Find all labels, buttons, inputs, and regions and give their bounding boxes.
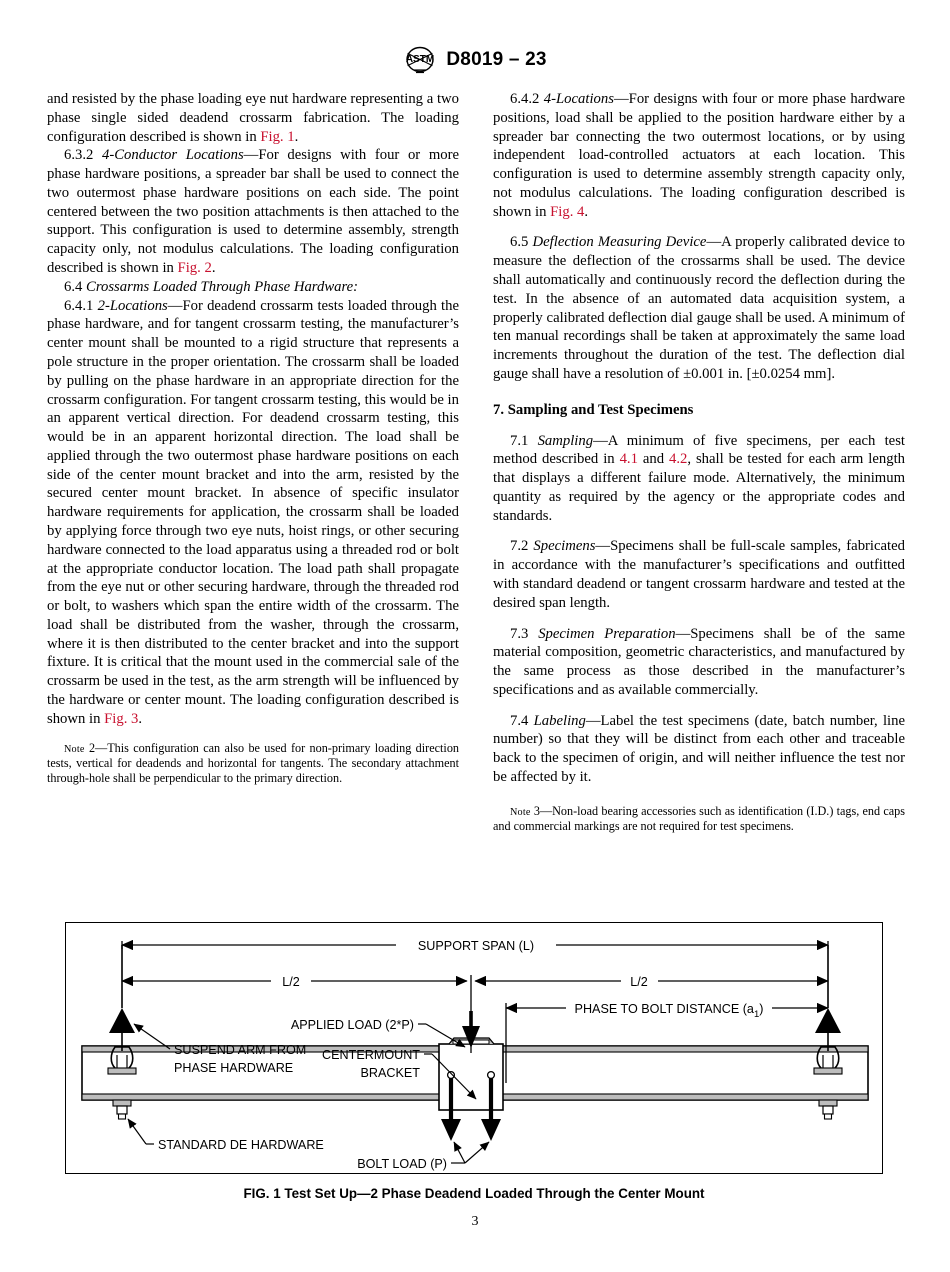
paragraph-text: —Label the test specimens (date, batch number, line number) so that they will be distinct from each other and traceable back to the specimen of origin, and will neither influence the test nor be affected by it. xyxy=(493,712,905,785)
note-number: 3 xyxy=(530,803,540,818)
section-number: 7.4 xyxy=(510,712,534,729)
paragraph-text: and resisted by the phase loading eye nut hardware representing a two phase single sided deadend crossarm fabrication. The loading configuration described is shown in xyxy=(47,91,459,145)
paragraph-continued xyxy=(47,90,459,146)
paragraph-7-1 xyxy=(493,432,905,526)
paragraph-text-end: . xyxy=(584,203,589,220)
section-number: 6.3.2 xyxy=(64,147,103,164)
standard-de-hardware-callout xyxy=(128,1119,324,1152)
right-nut xyxy=(823,1106,833,1114)
paragraph-6-4-2 xyxy=(493,90,905,221)
section-number: 6.4.2 xyxy=(510,91,544,107)
section-title: Deflection Measuring Device xyxy=(532,234,707,251)
paragraph-6-3-2 xyxy=(47,146,459,277)
left-washer xyxy=(108,1068,136,1074)
section-title: 4-Conductor Locations xyxy=(102,147,244,164)
section-number: 6.4 xyxy=(64,278,87,295)
section-number: 7.1 xyxy=(510,432,538,449)
section-number: 7.2 xyxy=(510,538,534,555)
paragraph-text: and xyxy=(637,451,669,468)
applied-load-callout xyxy=(291,1018,465,1047)
section-number: 7.3 xyxy=(510,625,539,642)
figure-reference-link[interactable]: Fig. 2 xyxy=(177,260,212,277)
paragraph-text: —Specimens shall be full-scale samples, fabricated in accordance with the manufacturer’s specifications and outfitted with standard deadend or tangent crossarm hardware and tested at the desired span length. xyxy=(493,538,905,611)
section-title: Sampling xyxy=(537,432,594,449)
section-title: Specimen Preparation xyxy=(538,625,676,642)
paragraph-7-4 xyxy=(493,712,905,787)
left-nut xyxy=(117,1106,127,1114)
section-title: Crossarms Loaded Through Phase Hardware: xyxy=(86,278,359,295)
half-span-right-label: L/2 xyxy=(630,975,648,989)
figure-reference-link[interactable]: Fig. 4 xyxy=(550,203,585,220)
note-text: —Non-load bearing accessories such as identification (I.D.) tags, end caps and commercial markings are not required for test specimens. xyxy=(493,803,905,834)
body-columns xyxy=(47,90,905,835)
note-number: 2 xyxy=(84,740,96,755)
paragraph-text-end: , shall be tested for each arm length that displays a different failure mode. Alternatively, the minimum quantity as required by the agency or the appropriate codes and standards. xyxy=(493,451,905,524)
right-support-triangle xyxy=(815,1008,841,1033)
paragraph-6-5 xyxy=(493,233,905,383)
right-bolt-hole xyxy=(488,1072,495,1079)
paragraph-text-end: . xyxy=(138,710,143,727)
section-number: 6.5 xyxy=(510,234,533,251)
paragraph-text: —For designs with four or more phase hardware positions, a spreader bar shall be used to connect the two outermost phase hardware positions on each side. The point centered between the two position attachments is then attached to the support. This configuration is used to determine assembly, strength capacity only, not modulus calculations. The loading configuration described is shown in xyxy=(47,147,460,277)
bolt-load-label: BOLT LOAD (P) xyxy=(357,1157,447,1171)
paragraph-text-end: . xyxy=(294,128,299,145)
half-span-right-dimension xyxy=(475,975,828,989)
left-column xyxy=(47,90,459,835)
paragraph-7-2 xyxy=(493,537,905,612)
support-span-label: SUPPORT SPAN (L) xyxy=(417,939,535,953)
figure-1 xyxy=(65,922,883,1201)
left-support-triangle xyxy=(109,1008,135,1033)
figure-caption: FIG. 1 Test Set Up—2 Phase Deadend Loaded Through the Center Mount xyxy=(243,1186,705,1201)
svg-text:ASTM: ASTM xyxy=(406,54,435,65)
section-number: 6.4.1 xyxy=(64,297,98,314)
section-title: 2-Locations xyxy=(97,297,168,314)
note-3 xyxy=(493,804,905,835)
astm-logo-icon xyxy=(403,46,437,74)
support-span-dimension xyxy=(122,939,828,953)
note-text: —This configuration can also be used for non-primary loading direction tests, vertical for deadends and horizontal for tangents. The secondary attachment through-hole shall be perpendicular to the primary direction. xyxy=(47,740,460,786)
bolt-load-callout xyxy=(357,1142,489,1171)
phase-to-bolt-label: PHASE TO BOLT DISTANCE $(a_1)$ xyxy=(574,1002,764,1020)
note-label: Note xyxy=(64,743,85,755)
figure-border-box xyxy=(65,922,883,1174)
paragraph-text: —Specimens shall be of the same material composition, geometric characteristics, and manufactured by the same process as those described in the manufacturer’s specifications and as available commercially. xyxy=(493,625,906,698)
paragraph-6-4-1 xyxy=(47,297,459,729)
right-washer xyxy=(814,1068,842,1074)
right-column xyxy=(493,90,905,835)
paragraph-text-end: . xyxy=(211,260,216,277)
paragraph-6-4-heading xyxy=(47,278,459,297)
centermount-label-line1: CENTERMOUNT xyxy=(322,1048,420,1062)
right-lower-washer xyxy=(819,1100,837,1106)
paragraph-text: —A properly calibrated device to measure the deflection of the crossarms shall be used. The device shall automatically and continuously record the deflection during the test. In the absence of an automated data acquisition system, a properly calibrated deflection dial gauge shall be used. A minimum of ten manual recordings shall be taken at approximately the same load increments throughout the duration of the test. The deflection dial gauge shall have a resolution of ±0.001 in. [±0.0254 mm]. xyxy=(493,234,906,382)
page-number: 3 xyxy=(471,1214,479,1229)
half-span-left-label: L/2 xyxy=(282,975,300,989)
section-reference-link[interactable]: 4.2 xyxy=(669,451,688,468)
suspend-arm-label-line2: PHASE HARDWARE xyxy=(174,1061,294,1075)
section-title: 4-Locations xyxy=(543,91,614,107)
standard-de-hardware-label: STANDARD DE HARDWARE xyxy=(158,1138,324,1152)
section-title: Labeling xyxy=(533,712,586,729)
paragraph-text: —A minimum of five specimens, per each test method described in xyxy=(493,432,905,468)
section-title: Specimens xyxy=(533,538,596,555)
paragraph-text: —For deadend crossarm tests loaded through the phase hardware, and for tangent crossarm testing, the manufacturer’s center mount shall be mounted to a rigid structure that represents a pole structure in the proper orientation. The crossarm shall be loaded by pulling on the phase hardware in an appropriate direction for the crossarm configuration. For tangent crossarm testing, this would be in an apparent vertical direction. For deadend crossarm testing, this would be in an apparent horizontal direction. The load shall be applied through the two outermost phase hardware positions on each side of the center mount bracket and into the arm, resisted by the secured center mount bracket. In absence of specific insulator hardware requirements for application, the crossarm shall be loaded by applying force through two eye nuts, hoist rings, or other securing hardware connected to the load apparatus using a threaded rod or bolt at the appropriate conductor location. The load path shall propagate from the eye nut or other securing hardware, through the threaded rod or bolt, to washers which span the entire width of the crossarm. The load shall be distributed from the washer, through the crossarm, where it is then distributed to the center bracket and into the support fixture. It is critical that the mount used in the commercial sale of the crossarm be used in the test, as the arm strength will be influenced by the hardware or center mount. The loading configuration described is shown in xyxy=(47,297,459,727)
section-heading-7: 7. Sampling and Test Specimens xyxy=(493,401,694,418)
figure-reference-link[interactable]: Fig. 1 xyxy=(260,128,295,145)
test-setup-diagram xyxy=(66,923,884,1175)
document-id: D8019 – 23 xyxy=(446,49,547,70)
figure-reference-link[interactable]: Fig. 3 xyxy=(104,710,139,727)
suspend-arm-label-line1: SUSPEND ARM FROM xyxy=(174,1043,307,1057)
centermount-label-line2: BRACKET xyxy=(360,1066,420,1080)
left-lower-washer xyxy=(113,1100,131,1106)
paragraph-text: —For designs with four or more phase hardware positions, load shall be applied to the position hardware either by a spreader bar connecting the two outermost locations, or by using independent load-controlled actuators at each location. This configuration is used to determine assembly strength capacity only, not modulus calculations. The loading configuration described is shown in xyxy=(493,91,905,220)
paragraph-7-3 xyxy=(493,625,905,700)
note-label: Note xyxy=(510,806,531,818)
applied-load-label: APPLIED LOAD (2*P) xyxy=(290,1018,414,1032)
note-2 xyxy=(47,741,459,787)
half-span-left-dimension xyxy=(122,975,467,989)
section-reference-link[interactable]: 4.1 xyxy=(619,451,638,468)
page-header xyxy=(0,46,950,74)
